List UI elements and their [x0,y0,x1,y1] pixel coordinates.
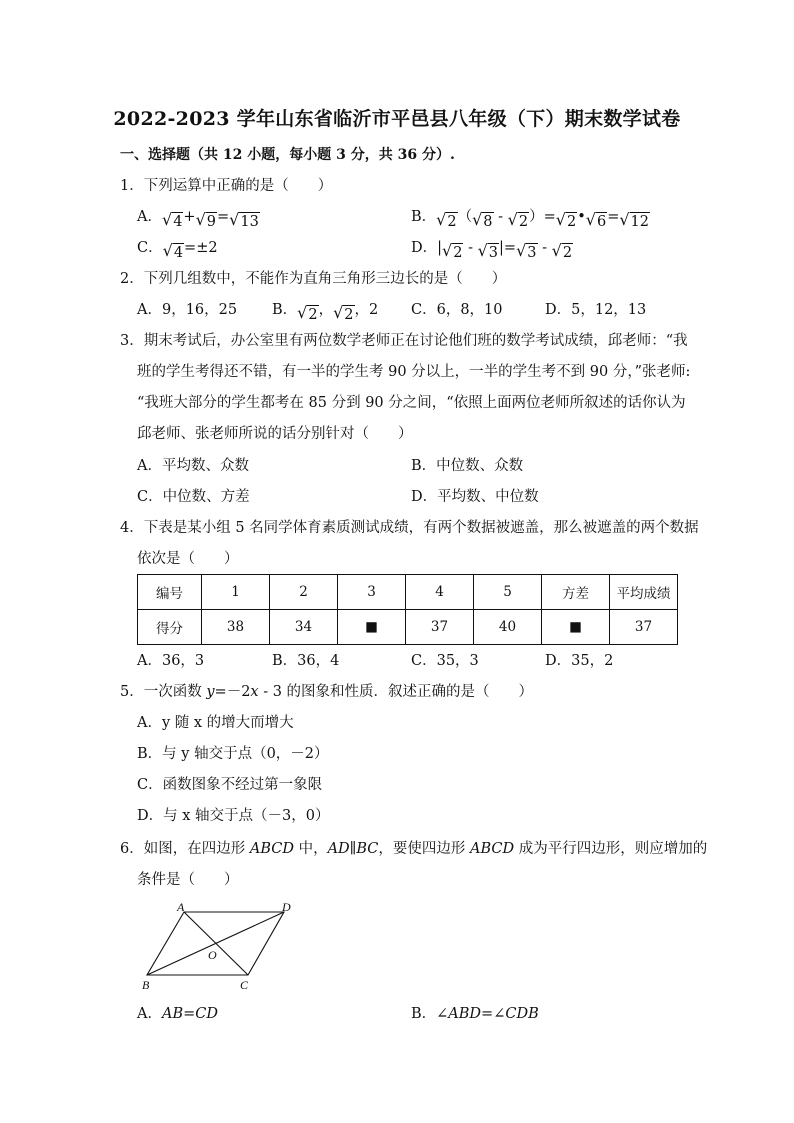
expression-text: ，2 [354,302,379,318]
radicand: 2 [308,307,318,323]
question-4-line-2: 依次是（ ） [137,551,239,567]
table-cell: 编号 [138,575,202,610]
stem-text: 成为平行四边形，则应增加的 [514,841,708,857]
radicand: 8 [483,214,493,230]
operator: ）= [529,209,556,225]
table-cell: 4 [406,575,474,610]
table-cell: 40 [474,610,542,645]
option-label: A． [137,209,162,225]
sqrt-expr: √ 3 [477,241,499,261]
question-6-line-1 [120,839,707,859]
q4-option-d[interactable]: D．35，2 [545,653,614,669]
sqrt-expr: √ 2 [555,210,577,230]
sqrt-expr: √ 4 [162,241,184,261]
score-table [137,574,678,645]
q6-option-a[interactable] [137,1004,218,1024]
stem-text: 中， [293,841,328,857]
math-var: AD∥BC [327,841,379,857]
q3-option-a[interactable]: A．平均数、众数 [137,458,249,474]
option-label: B． [272,302,298,318]
math-var: ABCD [249,841,294,857]
sqrt-expr: √ 8 [472,210,493,230]
option-label: C． [137,240,163,256]
radicand: 2 [453,245,463,261]
operator: |= [499,240,517,256]
q5-option-b[interactable]: B．与 y 轴交于点（0，－2） [137,746,329,762]
math-var: x [250,684,259,700]
q6-option-b[interactable] [411,1004,539,1024]
q2-option-c[interactable]: C．6，8，10 [411,302,503,318]
radicand: 12 [630,214,649,230]
q1-option-d[interactable] [411,238,573,262]
sqrt-expr: √ 2 [297,303,318,323]
operator: | [437,240,443,256]
q4-option-c[interactable]: C．35，3 [411,653,479,669]
sqrt-expr: √ 3 [516,241,537,261]
sqrt-expr: √ 6 [585,210,607,230]
table-cell: 1 [202,575,270,610]
sqrt-expr: √ 2 [551,241,573,261]
operator: - [463,240,478,256]
q2-option-b[interactable] [272,300,378,324]
page-title: 2022-2023 学年山东省临沂市平邑县八年级（下）期末数学试卷 [113,108,681,130]
radicand: 9 [206,214,217,230]
q4-option-a[interactable]: A．36，3 [137,653,205,669]
sqrt-expr: √ 2 [436,210,457,230]
question-3-line-1: 3．期末考试后，办公室里有两位数学老师正在讨论他们班的数学考试成绩，邱老师：“我 [120,333,688,349]
quadrilateral-figure [136,900,306,995]
question-3-line-3: “我班大部分的学生都考在 85 分到 90 分之间，“依照上面两位老师所叙述的话你认为 [137,395,686,411]
math-expr: AB=CD [161,1006,218,1022]
q1-option-b[interactable] [411,207,650,231]
operator: = [217,209,230,225]
q1-option-a[interactable] [137,207,260,231]
diagonal-bd [147,912,284,975]
option-label: A． [137,1006,162,1022]
vertex-label-a: A [177,900,185,914]
question-5-stem [120,682,533,702]
question-3-line-4: 邱老师、张老师所说的话分别针对（ ） [137,426,413,442]
question-2-stem: 2．下列几组数中，不能作为直角三角形三边长的是（ ） [120,271,507,287]
table-row [138,610,678,645]
question-3-line-2: 班的学生考得还不错，有一半的学生考 90 分以上，一半的学生考不到 90 分，”张老师: [137,364,691,380]
question-6-line-2: 条件是（ ） [137,872,239,888]
table-cell: 37 [610,610,678,645]
stem-text: ，要使四边形 [378,841,471,857]
q4-option-b[interactable]: B．36，4 [272,653,340,669]
sqrt-expr: √ 12 [619,210,649,230]
table-cell: 得分 [138,610,202,645]
stem-text: - 3 的图象和性质．叙述正确的是（ ） [258,684,534,700]
stem-text: 6．如图，在四边形 [120,841,250,857]
radicand: 2 [447,214,457,230]
radicand: 6 [596,214,607,230]
option-label: D． [411,240,438,256]
table-cell: 37 [406,610,474,645]
vertex-label-d: D [282,900,291,914]
q2-option-d[interactable]: D．5，12，13 [545,302,647,318]
sqrt-expr: √ 4 [161,210,183,230]
q5-option-a[interactable]: A．y 随 x 的增大而增大 [137,715,294,731]
q3-option-b[interactable]: B．中位数、众数 [411,458,524,474]
operator: • [577,209,586,225]
q3-option-c[interactable]: C．中位数、方差 [137,489,250,505]
sqrt-expr: √ 9 [195,210,217,230]
separator: ， [318,302,334,318]
operator: - [537,240,552,256]
stem-text: 5．一次函数 [120,684,207,700]
expression-text: =±2 [184,240,218,256]
table-cell: 38 [202,610,270,645]
table-cell: 2 [270,575,338,610]
table-cell: 平均成绩 [610,575,678,610]
sqrt-expr: √ 2 [507,210,529,230]
sqrt-expr: √ 2 [333,303,354,323]
question-1-stem: 1．下列运算中正确的是（ ） [120,178,333,194]
radicand: 2 [518,214,529,230]
table-cell: 3 [338,575,406,610]
math-expr: ∠ABD=∠CDB [436,1006,539,1022]
radicand: 13 [240,214,259,230]
question-4-line-1: 4．下表是某小组 5 名同学体育素质测试成绩，有两个数据被遮盖，那么被遮盖的两个数据 [120,520,699,536]
math-var: ABCD [470,841,515,857]
vertex-label-b: B [142,978,150,992]
vertex-label-c: C [240,978,249,992]
table-cell: 5 [474,575,542,610]
radicand: 2 [566,214,577,230]
q5-option-d[interactable]: D．与 x 轴交于点（－3，0） [137,808,330,824]
radicand: 3 [488,245,499,261]
q5-option-c[interactable]: C．函数图象不经过第一象限 [137,777,323,793]
option-label: B． [411,1006,437,1022]
table-cell: 34 [270,610,338,645]
stem-text: =－2 [214,684,251,700]
radicand: 4 [173,245,184,261]
covered-cell: ■ [338,610,406,645]
q1-option-c[interactable] [137,238,218,262]
radicand: 4 [173,214,183,230]
operator: （ [457,209,473,225]
radicand: 3 [527,245,537,261]
operator: + [183,209,196,225]
math-var: y [206,684,215,700]
covered-cell: ■ [542,610,610,645]
operator: - [493,209,508,225]
q3-option-d[interactable]: D．平均数、中位数 [411,489,539,505]
q2-option-a[interactable]: A．9，16，25 [137,302,238,318]
sqrt-expr: √ 2 [442,241,463,261]
option-label: B． [411,209,437,225]
radicand: 2 [344,307,354,323]
section-heading: 一、选择题（共 12 小题，每小题 3 分，共 36 分）. [120,147,455,163]
table-header-row [138,575,678,610]
center-label-o: O [208,948,217,962]
sqrt-expr: √ 13 [229,210,259,230]
table-cell: 方差 [542,575,610,610]
operator: = [607,209,620,225]
radicand: 2 [562,245,573,261]
